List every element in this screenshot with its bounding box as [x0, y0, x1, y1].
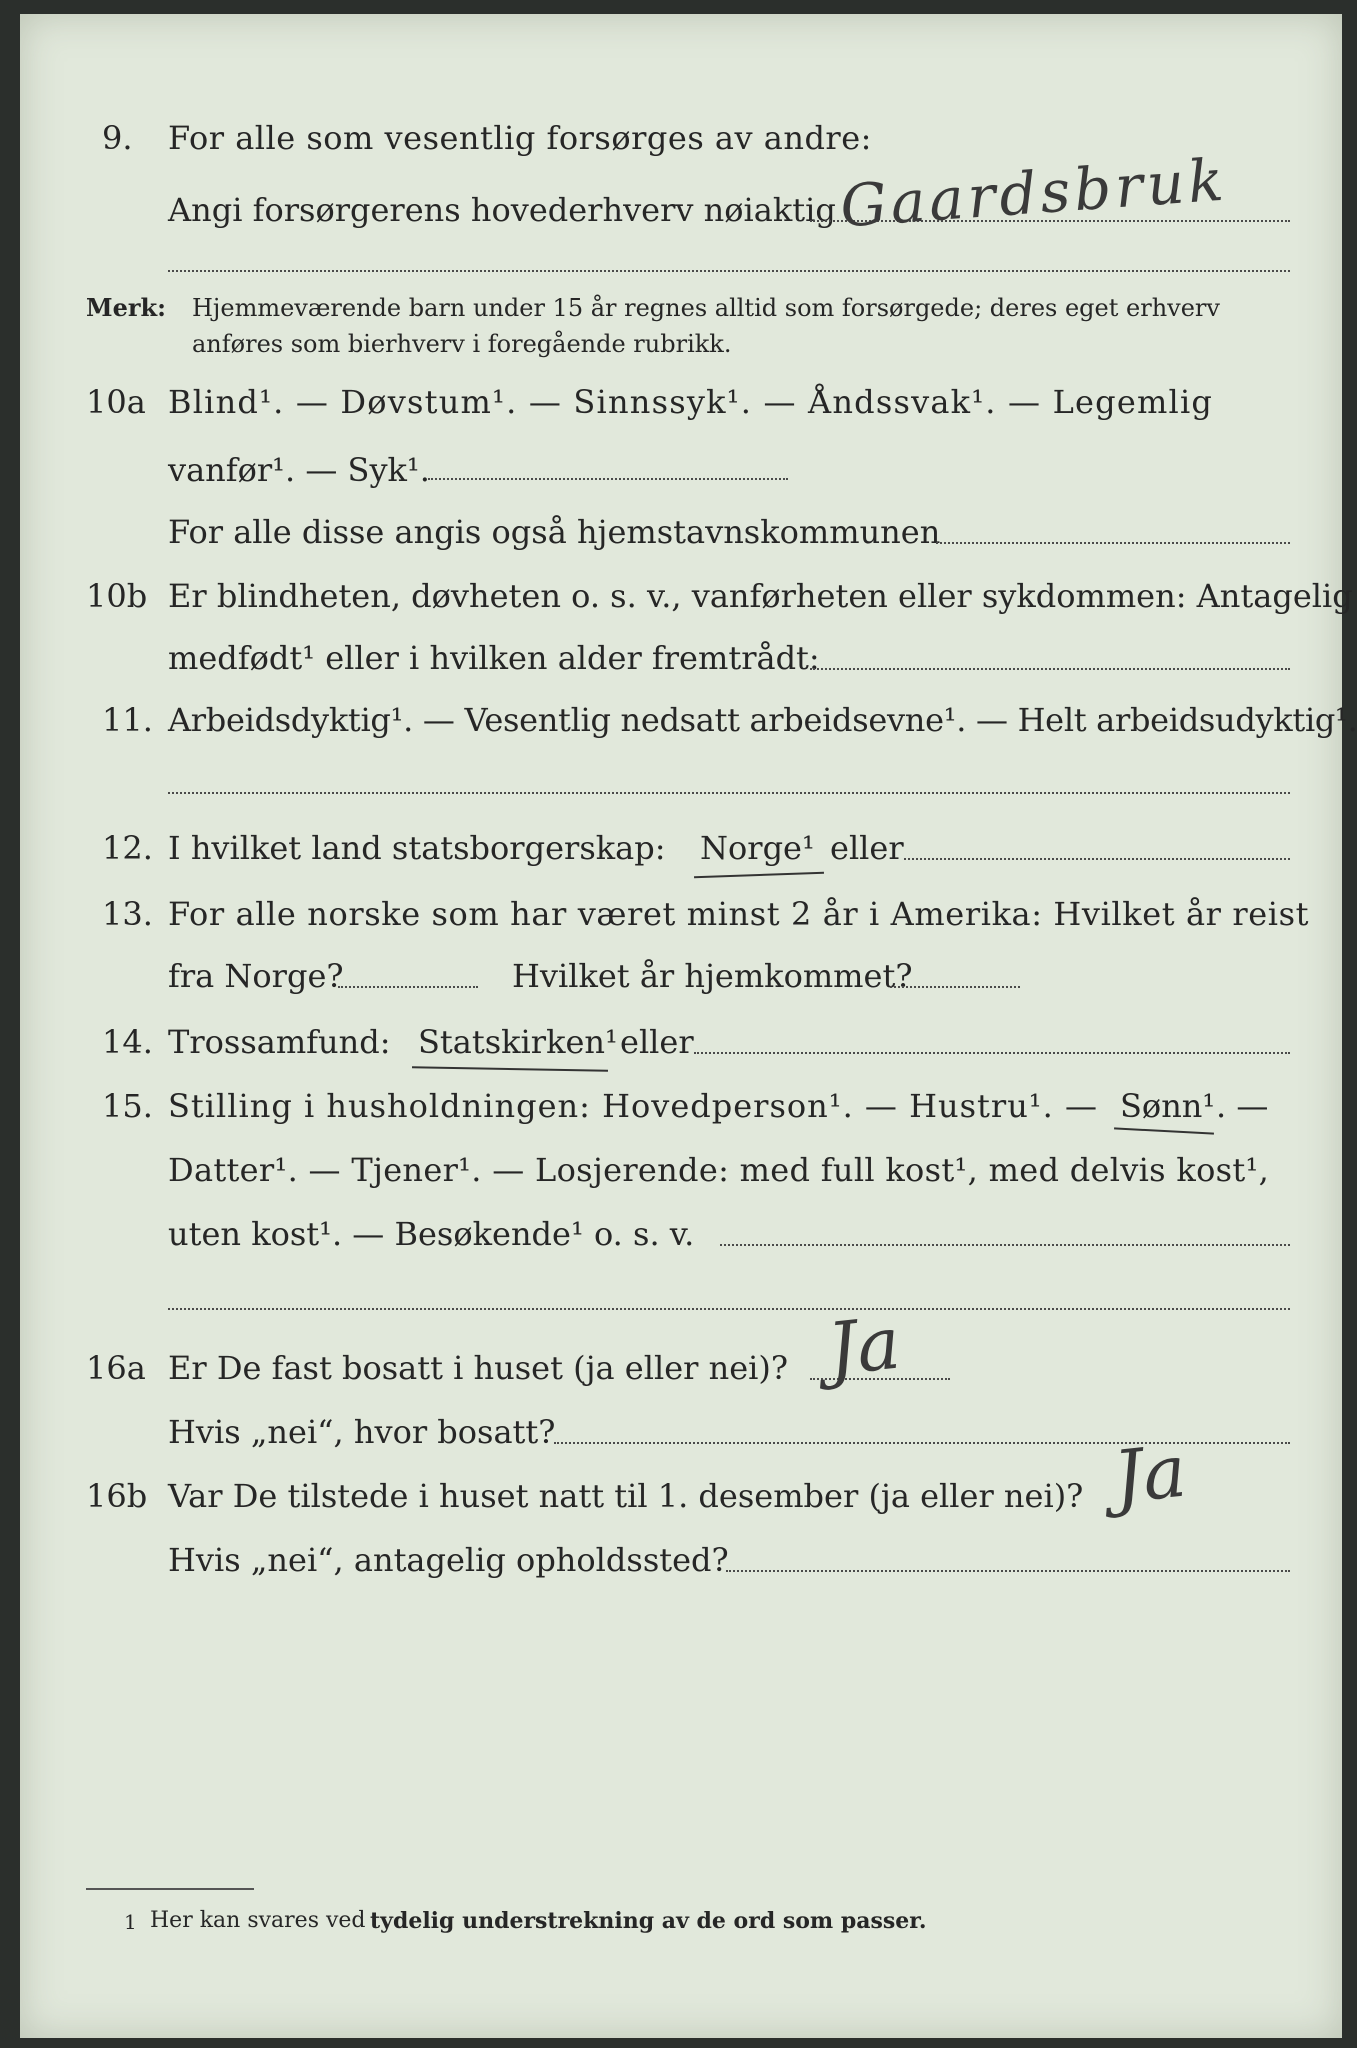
q13-reist-line	[338, 986, 478, 988]
q9-second-line	[168, 270, 1290, 272]
q16b-number: 16b	[86, 1477, 148, 1515]
q9-number: 9.	[102, 119, 133, 157]
merk-line1: Hjemmeværende barn under 15 år regnes alltid som forsørgede; deres eget erhverv	[192, 294, 1220, 322]
q10a-syk-line	[428, 478, 788, 480]
q16a-handwritten-answer[interactable]: Ja	[823, 1300, 904, 1392]
q11-answer-line	[168, 792, 1290, 794]
footnote-rule	[86, 1888, 254, 1890]
q9-handwritten-answer[interactable]: Gaardsbruk	[838, 145, 1230, 241]
q15-line3: uten kost¹. — Besøkende¹ o. s. v.	[168, 1215, 695, 1253]
q15-number: 15.	[102, 1087, 153, 1125]
q16b-opholdssted-line	[726, 1570, 1290, 1572]
q9-line2: Angi forsørgerens hovederhverv nøiaktig	[168, 191, 836, 229]
q16b-handwritten-answer[interactable]: Ja	[1109, 1428, 1190, 1520]
q16a-number: 16a	[86, 1349, 146, 1387]
q12-underline-mark	[694, 872, 824, 879]
q14-underlined-statskirken[interactable]: Statskirken¹	[418, 1023, 618, 1061]
q14-answer-line	[694, 1052, 1290, 1054]
q15-line1a: Stilling i husholdningen: Hovedperson¹. — Hustru¹. —	[168, 1087, 1098, 1125]
q10a-number: 10a	[86, 383, 146, 421]
footnote-text-plain: Her kan svares ved	[150, 1908, 366, 1933]
q14-prefix: Trossamfund:	[168, 1023, 391, 1061]
q10b-line2: medfødt¹ eller i hvilken alder fremtrådt:	[168, 639, 820, 677]
q12-number: 12.	[102, 829, 153, 867]
q10a-line1: Blind¹. — Døvstum¹. — Sinnssyk¹. — Åndssvak¹. — Legemlig	[168, 383, 1214, 421]
q16b-line2: Hvis „nei“, antagelig opholdssted?	[168, 1541, 729, 1579]
merk-label: Merk:	[86, 293, 166, 322]
q14-suffix: eller	[620, 1023, 694, 1061]
q13-line1: For alle norske som har været minst 2 år i Amerika: Hvilket år reist	[168, 895, 1310, 933]
q16b-line1: Var De tilstede i huset natt til 1. desember (ja eller nei)?	[168, 1477, 1084, 1515]
q12-prefix: I hvilket land statsborgerskap:	[168, 829, 666, 867]
q15-line2: Datter¹. — Tjener¹. — Losjerende: med full kost¹, med delvis kost¹,	[168, 1151, 1270, 1189]
q11-number: 11.	[102, 701, 153, 739]
census-form-page	[20, 14, 1357, 2038]
q11-line1: Arbeidsdyktig¹. — Vesentlig nedsatt arbeidsevne¹. — Helt arbeidsudyktig¹.	[168, 701, 1357, 739]
q15-answer-line	[720, 1244, 1290, 1246]
q16a-line2: Hvis „nei“, hvor bosatt?	[168, 1413, 556, 1451]
footnote-text-bold: tydelig understrekning av de ord som passer.	[370, 1908, 927, 1934]
q15-underline-mark	[1114, 1127, 1214, 1134]
q10b-answer-line	[810, 668, 1290, 670]
q15-line1c: . —	[1216, 1087, 1269, 1125]
q13-hjemkommet-line	[890, 986, 1020, 988]
q14-number: 14.	[102, 1023, 153, 1061]
q15-second-line	[168, 1308, 1290, 1310]
q16a-line1: Er De fast bosatt i huset (ja eller nei)?	[168, 1349, 789, 1387]
q13-line2b: Hvilket år hjemkommet?	[512, 957, 913, 995]
q12-underlined-norge[interactable]: Norge¹	[700, 829, 815, 867]
q10b-number: 10b	[86, 577, 148, 615]
q10a-line3: For alle disse angis også hjemstavnskommunen	[168, 513, 941, 551]
q13-line2a: fra Norge?	[168, 957, 344, 995]
q14-underline-mark	[412, 1066, 608, 1071]
q13-number: 13.	[102, 895, 153, 933]
q12-suffix: eller	[830, 829, 904, 867]
q10a-kommune-line	[936, 542, 1290, 544]
q10b-line1: Er blindheten, døvheten o. s. v., vanførheten eller sykdommen: Antagelig	[168, 577, 1353, 615]
q10a-line2: vanfør¹. — Syk¹.	[168, 451, 430, 489]
merk-line2: anføres som bierhverv i foregående rubrikk.	[192, 330, 732, 358]
q9-line1: For alle som vesentlig forsørges av andre:	[168, 119, 872, 157]
footnote-marker: 1	[124, 1910, 137, 1934]
q12-answer-line	[904, 858, 1290, 860]
q15-underlined-sonn[interactable]: Sønn¹	[1120, 1087, 1216, 1125]
